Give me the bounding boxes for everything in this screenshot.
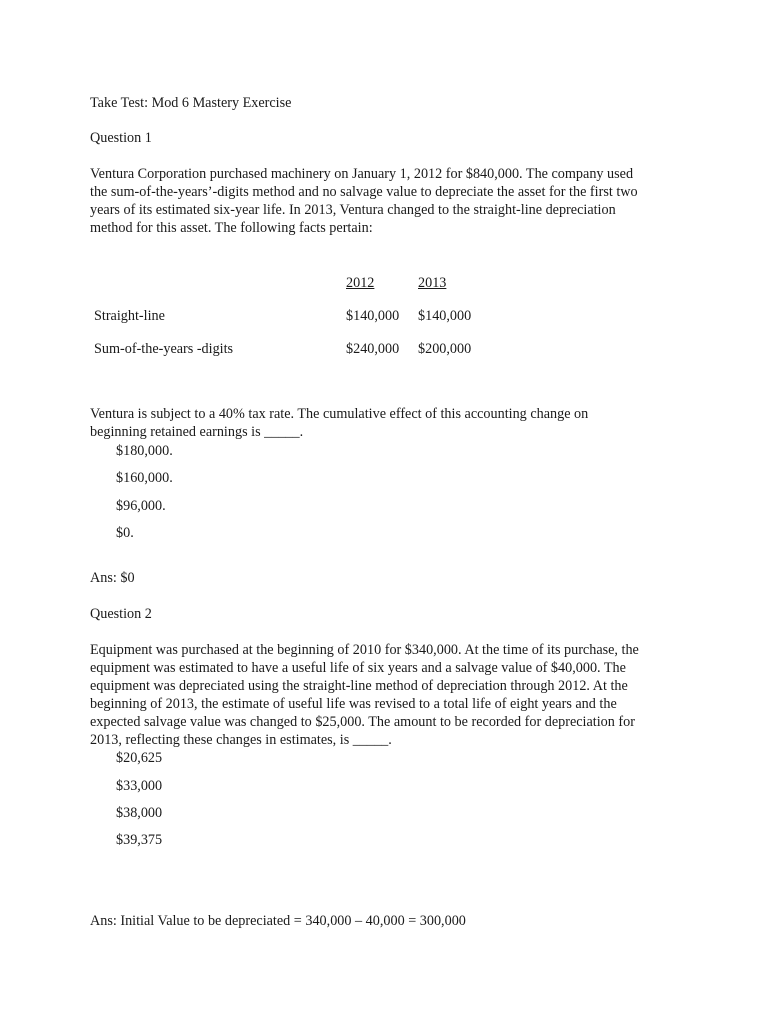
question-2-answer: Ans: Initial Value to be depreciated = 340,000 – 40,000 = 300,000 [90,913,466,929]
question-2-line: beginning of 2013, the estimate of useful life was revised to a total life of eight years and the [90,696,617,712]
question-1-prompt-line: beginning retained earnings is _____. [90,424,304,440]
table-header-2012: 2012 [346,275,375,291]
table-cell: $140,000 [346,308,400,324]
table-cell: $140,000 [418,308,472,324]
question-1-answer: Ans: $0 [90,570,135,586]
question-1-option[interactable]: $0. [116,525,134,541]
question-1-line: years of its estimated six-year life. In 2013, Ventura changed to the straight-line depreciation [90,202,616,218]
question-1-line: Ventura Corporation purchased machinery on January 1, 2012 for $840,000. The company used [90,166,634,182]
question-1-heading: Question 1 [90,130,152,146]
table-cell: $240,000 [346,341,400,357]
question-2-option[interactable]: $33,000 [116,778,163,794]
page-title: Take Test: Mod 6 Mastery Exercise [90,95,292,111]
question-1-option[interactable]: $180,000. [116,443,173,459]
question-2-option[interactable]: $39,375 [116,832,163,848]
question-1-line: method for this asset. The following facts pertain: [90,220,373,236]
question-1-option[interactable]: $160,000. [116,470,173,486]
question-2-option[interactable]: $20,625 [116,750,163,766]
question-1-option[interactable]: $96,000. [116,498,166,514]
question-2-option[interactable]: $38,000 [116,805,163,821]
table-row-label: Sum-of-the-years -digits [94,341,234,357]
question-1-prompt [90,405,690,441]
question-2-line: Equipment was purchased at the beginning of 2010 for $340,000. At the time of its purchase, the [90,642,639,658]
question-2-line: equipment was estimated to have a useful life of six years and a salvage value of $40,000. The [90,660,626,676]
question-1-body [90,165,690,237]
question-1-line: the sum-of-the-years’-digits method and no salvage value to depreciate the asset for the first two [90,184,638,200]
table-cell: $200,000 [418,341,472,357]
question-2-line: 2013, reflecting these changes in estimates, is _____. [90,732,392,748]
question-2-body [90,641,690,749]
question-2-line: expected salvage value was changed to $25,000. The amount to be recorded for depreciation for [90,714,635,730]
question-1-prompt-line: Ventura is subject to a 40% tax rate. The cumulative effect of this accounting change on [90,406,589,422]
question-2-line: equipment was depreciated using the straight-line method of depreciation through 2012. At the [90,678,628,694]
question-2-heading: Question 2 [90,606,152,622]
table-row-label: Straight-line [94,308,165,324]
table-header-2013: 2013 [418,275,447,291]
